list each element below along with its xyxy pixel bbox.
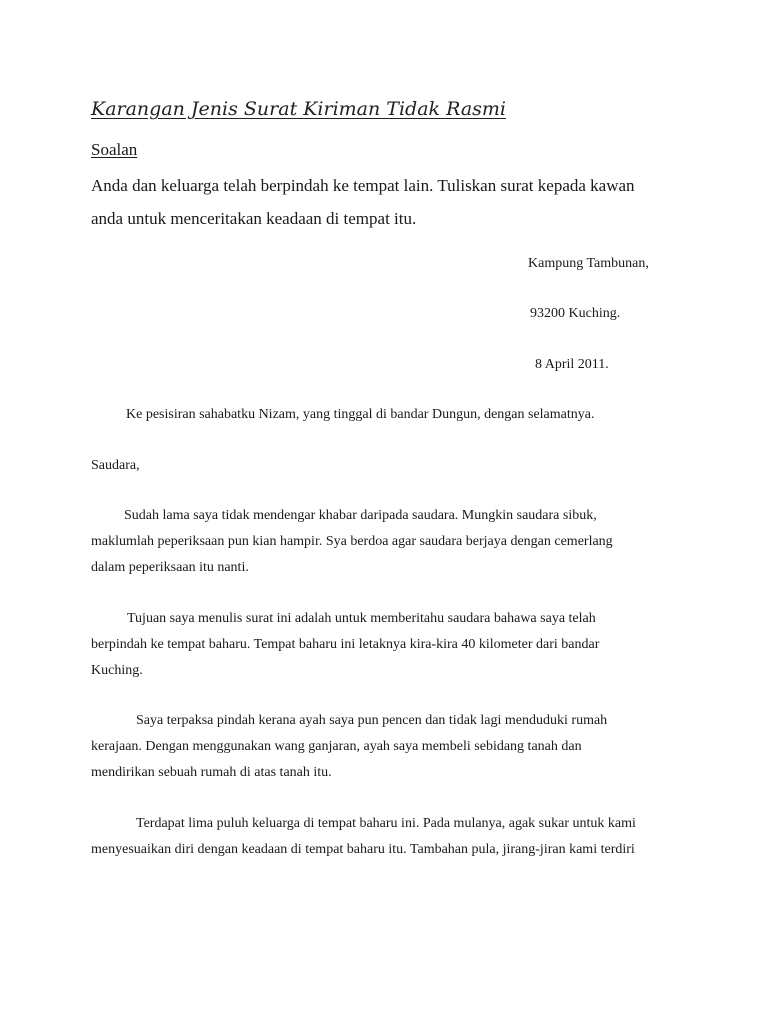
paragraph-line: kerajaan. Dengan menggunakan wang ganjaran, ayah saya membeli sebidang tanah dan [91,739,582,754]
document-title: Karangan Jenis Surat Kiriman Tidak Rasmi [91,98,506,120]
paragraph-line: Saya terpaksa pindah kerana ayah saya pun pencen dan tidak lagi menduduki rumah [136,713,608,728]
paragraph-line: Tujuan saya menulis surat ini adalah untuk memberitahu saudara bahawa saya telah [127,611,596,626]
address-line: Kampung Tambunan, [528,256,649,271]
paragraph-line: Terdapat lima puluh keluarga di tempat baharu ini. Pada mulanya, agak sukar untuk kami [136,816,636,831]
paragraph-line: mendirikan sebuah rumah di atas tanah itu. [91,765,332,780]
question-heading: Soalan [91,140,138,159]
paragraph [91,606,691,684]
paragraph [91,503,691,581]
paragraph-line: menyesuaikan diri dengan keadaan di tempat baharu itu. Tambahan pula, jirang-jiran kami terdiri [91,842,635,857]
paragraph-line: berpindah ke tempat baharu. Tempat baharu ini letaknya kira-kira 40 kilometer dari bandar [91,637,600,652]
paragraph-line: maklumlah peperiksaan pun kian hampir. Sya berdoa agar saudara berjaya dengan cemerlang [91,534,613,549]
letter-date: 8 April 2011. [535,357,609,372]
paragraph-line: dalam peperiksaan itu nanti. [91,560,249,575]
question-text [91,169,691,235]
addressee-line: Ke pesisiran sahabatku Nizam, yang tinggal di bandar Dungun, dengan selamatnya. [126,407,595,422]
address-line: 93200 Kuching. [530,306,621,321]
paragraph [91,708,691,786]
paragraph-line: Kuching. [91,663,143,678]
paragraph-line: Sudah lama saya tidak mendengar khabar daripada saudara. Mungkin saudara sibuk, [124,508,597,523]
salutation: Saudara, [91,458,140,473]
question-line: anda untuk menceritakan keadaan di tempat itu. [91,209,417,228]
paragraph [91,811,691,863]
question-line: Anda dan keluarga telah berpindah ke tempat lain. Tuliskan surat kepada kawan [91,176,635,195]
